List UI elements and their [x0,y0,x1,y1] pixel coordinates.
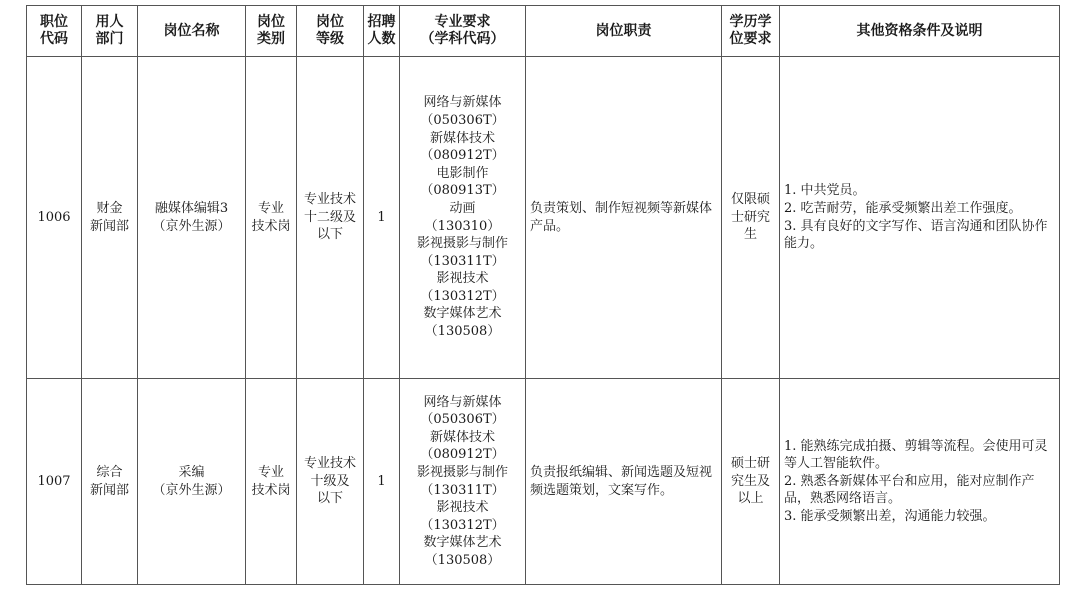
cell-count: 1 [364,379,400,585]
note-item: 1. 能熟练完成拍摄、剪辑等流程。会使用可灵等人工智能软件。 [784,438,1048,472]
cell-majors: 网络与新媒体 （050306T） 新媒体技术 （080912T） 电影制作 （080913T） 动画 （130310） 影视摄影与制作 （130311T） 影视技术 （130312T） 数字媒体艺术 （130508） [400,57,526,379]
cell-count: 1 [364,57,400,379]
header-row [27,6,1060,57]
header-category: 岗位 类别 [246,6,297,57]
cell-duty: 负责策划、制作短视频等新媒体产品。 [526,57,722,379]
note-item: 3. 能承受频繁出差，沟通能力较强。 [784,508,996,524]
cell-code: 1007 [27,379,82,585]
cell-category: 专业 技术岗 [246,379,297,585]
cell-education: 仅限硕 士研究 生 [722,57,780,379]
cell-code: 1006 [27,57,82,379]
cell-education: 硕士研 究生及 以上 [722,379,780,585]
table-row [27,57,1060,379]
cell-notes [780,57,1060,379]
header-duty: 岗位职责 [526,6,722,57]
cell-dept: 财金 新闻部 [82,57,138,379]
cell-level: 专业技术 十级及 以下 [297,379,364,585]
header-majors: 专业要求 （学科代码） [400,6,526,57]
cell-name: 融媒体编辑3 （京外生源） [138,57,246,379]
note-item: 2. 吃苦耐劳，能承受频繁出差工作强度。 [784,200,1022,216]
note-item: 2. 熟悉各新媒体平台和应用，能对应制作产品，熟悉网络语言。 [784,473,1035,507]
header-count: 招聘 人数 [364,6,400,57]
header-level: 岗位 等级 [297,6,364,57]
table-row [27,379,1060,585]
cell-category: 专业 技术岗 [246,57,297,379]
header-education: 学历学 位要求 [722,6,780,57]
note-item: 1. 中共党员。 [784,183,866,199]
header-code: 职位 代码 [27,6,82,57]
note-item: 3. 具有良好的文字写作、语言沟通和团队协作能力。 [784,218,1048,252]
cell-dept: 综合 新闻部 [82,379,138,585]
cell-name: 采编 （京外生源） [138,379,246,585]
cell-duty: 负责报纸编辑、新闻选题及短视频选题策划，文案写作。 [526,379,722,585]
cell-level: 专业技术 十二级及 以下 [297,57,364,379]
cell-majors: 网络与新媒体 （050306T） 新媒体技术 （080912T） 影视摄影与制作 （130311T） 影视技术 （130312T） 数字媒体艺术 （130508） [400,379,526,585]
header-dept: 用人 部门 [82,6,138,57]
job-table [26,5,1060,585]
header-notes: 其他资格条件及说明 [780,6,1060,57]
header-name: 岗位名称 [138,6,246,57]
cell-notes [780,379,1060,585]
